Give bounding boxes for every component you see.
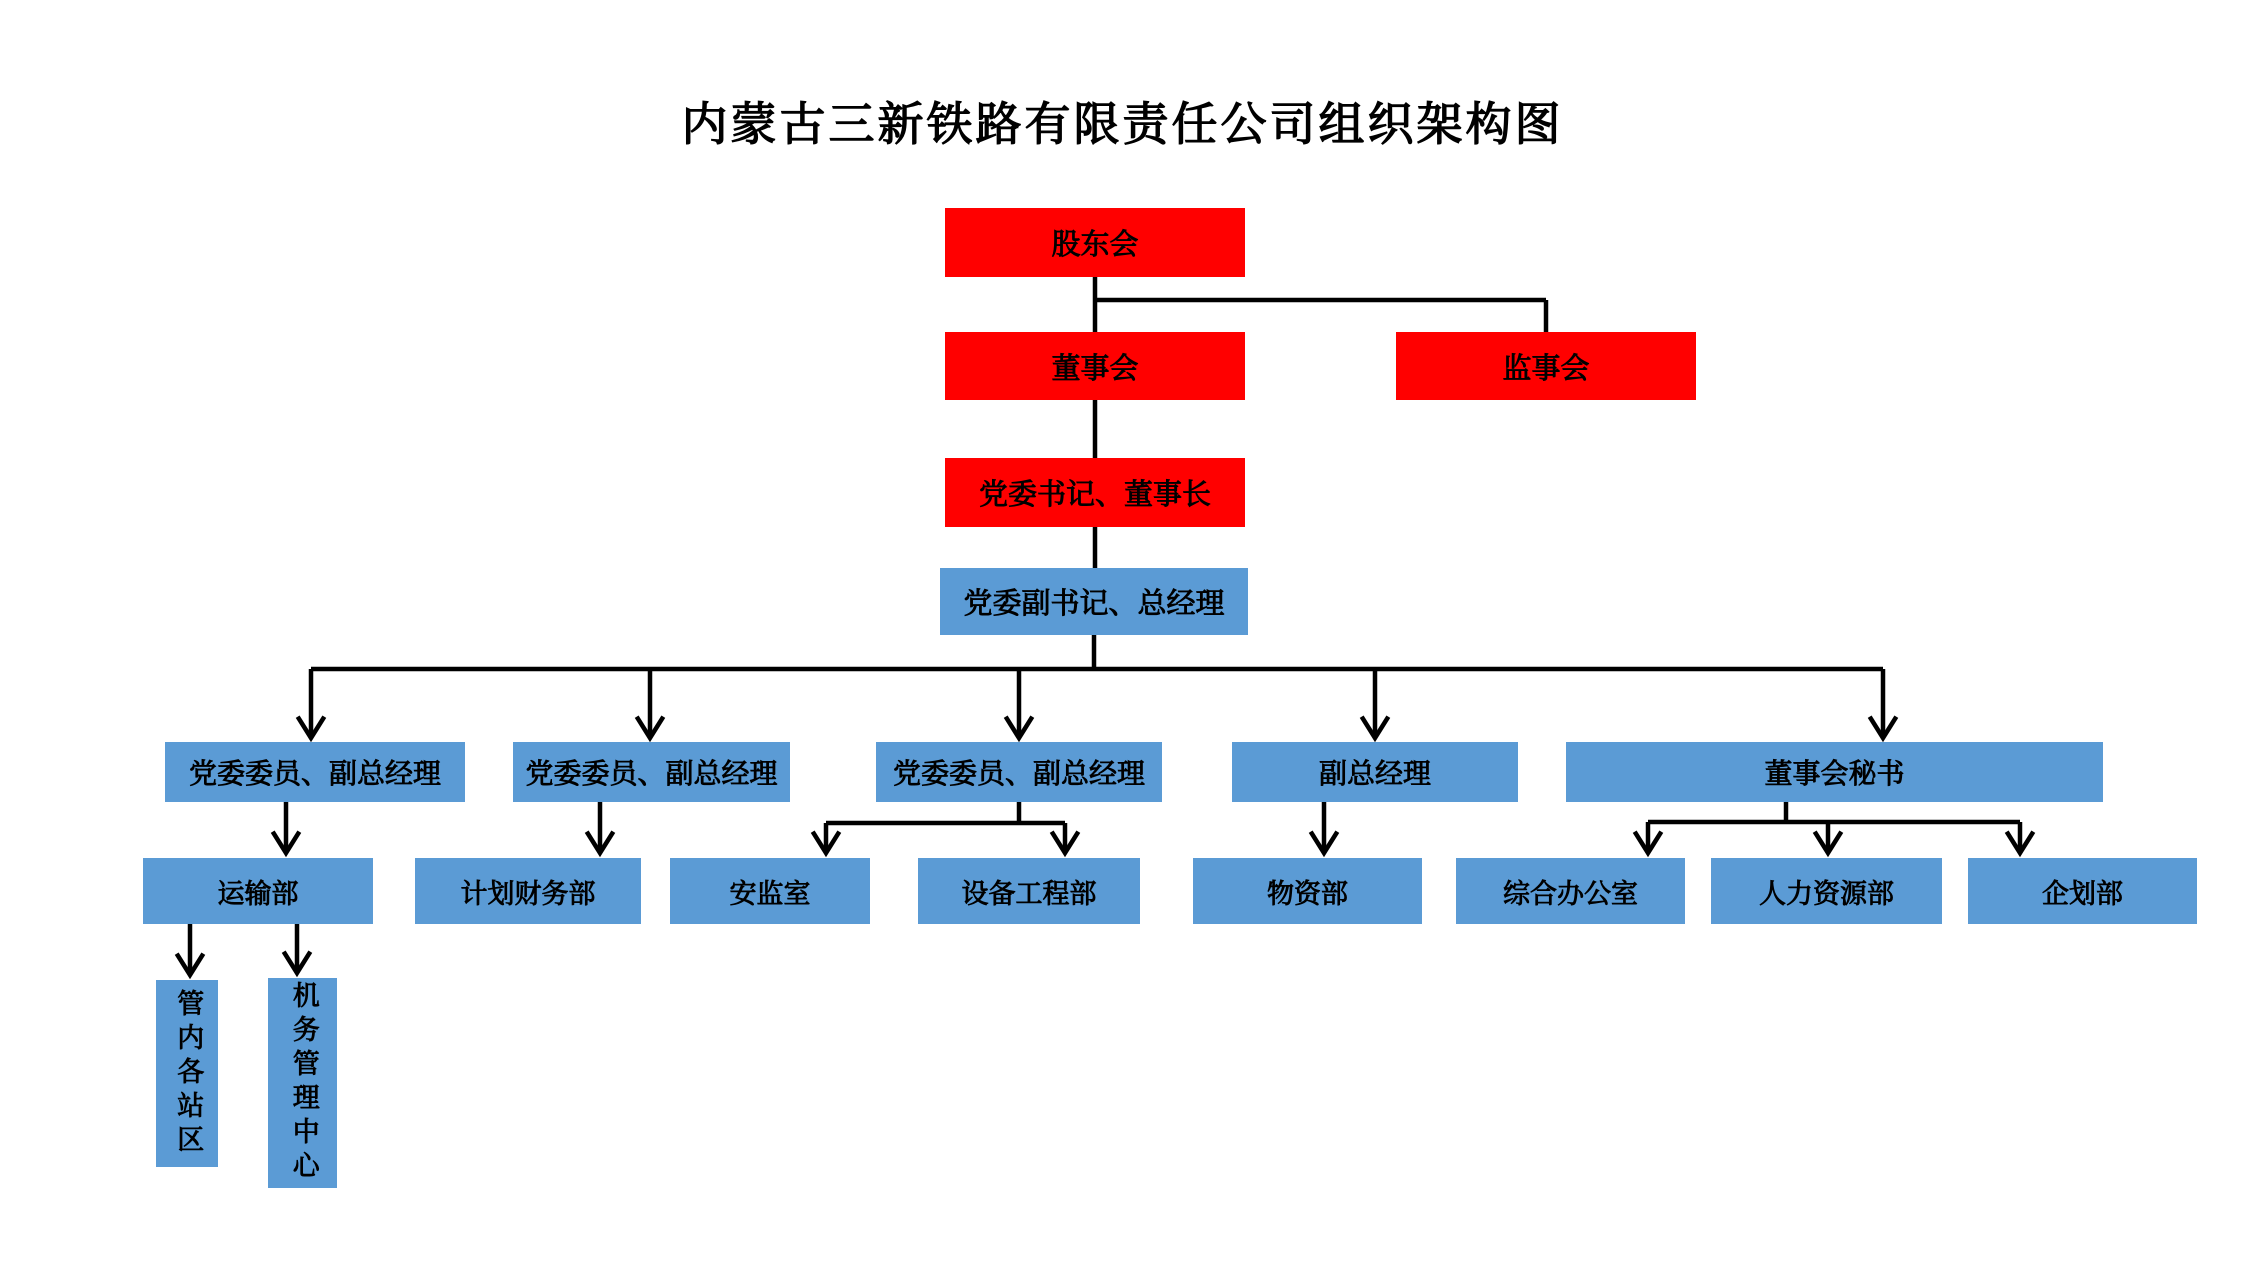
node-supervisory [1396,332,1696,400]
node-planning-finance-dept [415,858,641,924]
node-deputy-party-secretary-gm-label: 党委副书记、总经理 [963,586,1225,620]
node-shareholders-label: 股东会 [1051,227,1139,261]
node-deputy-gm-label: 副总经理 [1318,757,1431,790]
node-safety-office-label: 安监室 [729,878,811,910]
node-equipment-engineering-dept [918,858,1140,924]
node-committee-deputy-gm-1-label: 党委委员、副总经理 [188,757,441,790]
node-committee-deputy-gm-1 [165,742,465,802]
node-party-secretary-chairman [945,458,1245,527]
node-deputy-gm [1232,742,1518,802]
node-committee-deputy-gm-2 [513,742,790,802]
node-general-office [1456,858,1685,924]
node-locomotive-center-label: 机务管理中心 [287,981,319,1185]
node-planning-dept-label: 企划部 [2042,878,2123,910]
node-board-secretary-label: 董事会秘书 [1764,757,1905,790]
node-general-office-label: 综合办公室 [1503,878,1638,910]
node-hr-dept-label: 人力资源部 [1759,878,1894,910]
node-board-secretary [1566,742,2103,802]
node-materials-dept [1193,858,1422,924]
node-planning-finance-dept-label: 计划财务部 [460,878,596,910]
node-shareholders [945,208,1245,277]
node-committee-deputy-gm-3-label: 党委委员、副总经理 [892,757,1145,790]
node-board [945,332,1245,400]
node-deputy-party-secretary-gm [940,568,1248,635]
node-stations-label: 管内各站区 [172,988,204,1159]
node-supervisory-label: 监事会 [1502,350,1590,385]
node-transport-dept [143,858,373,924]
node-safety-office [670,858,870,924]
node-materials-dept-label: 物资部 [1267,878,1348,910]
node-party-secretary-chairman-label: 党委书记、董事长 [978,477,1211,511]
node-hr-dept [1711,858,1942,924]
node-board-label: 董事会 [1051,350,1139,385]
node-stations [156,980,218,1167]
chart-title: 内蒙古三新铁路有限责任公司组织架构图 [681,97,1564,151]
node-committee-deputy-gm-3 [876,742,1162,802]
node-committee-deputy-gm-2-label: 党委委员、副总经理 [525,757,778,790]
node-equipment-engineering-dept-label: 设备工程部 [961,878,1097,910]
node-transport-dept-label: 运输部 [217,878,299,910]
node-planning-dept [1968,858,2197,924]
node-locomotive-center [268,978,337,1188]
